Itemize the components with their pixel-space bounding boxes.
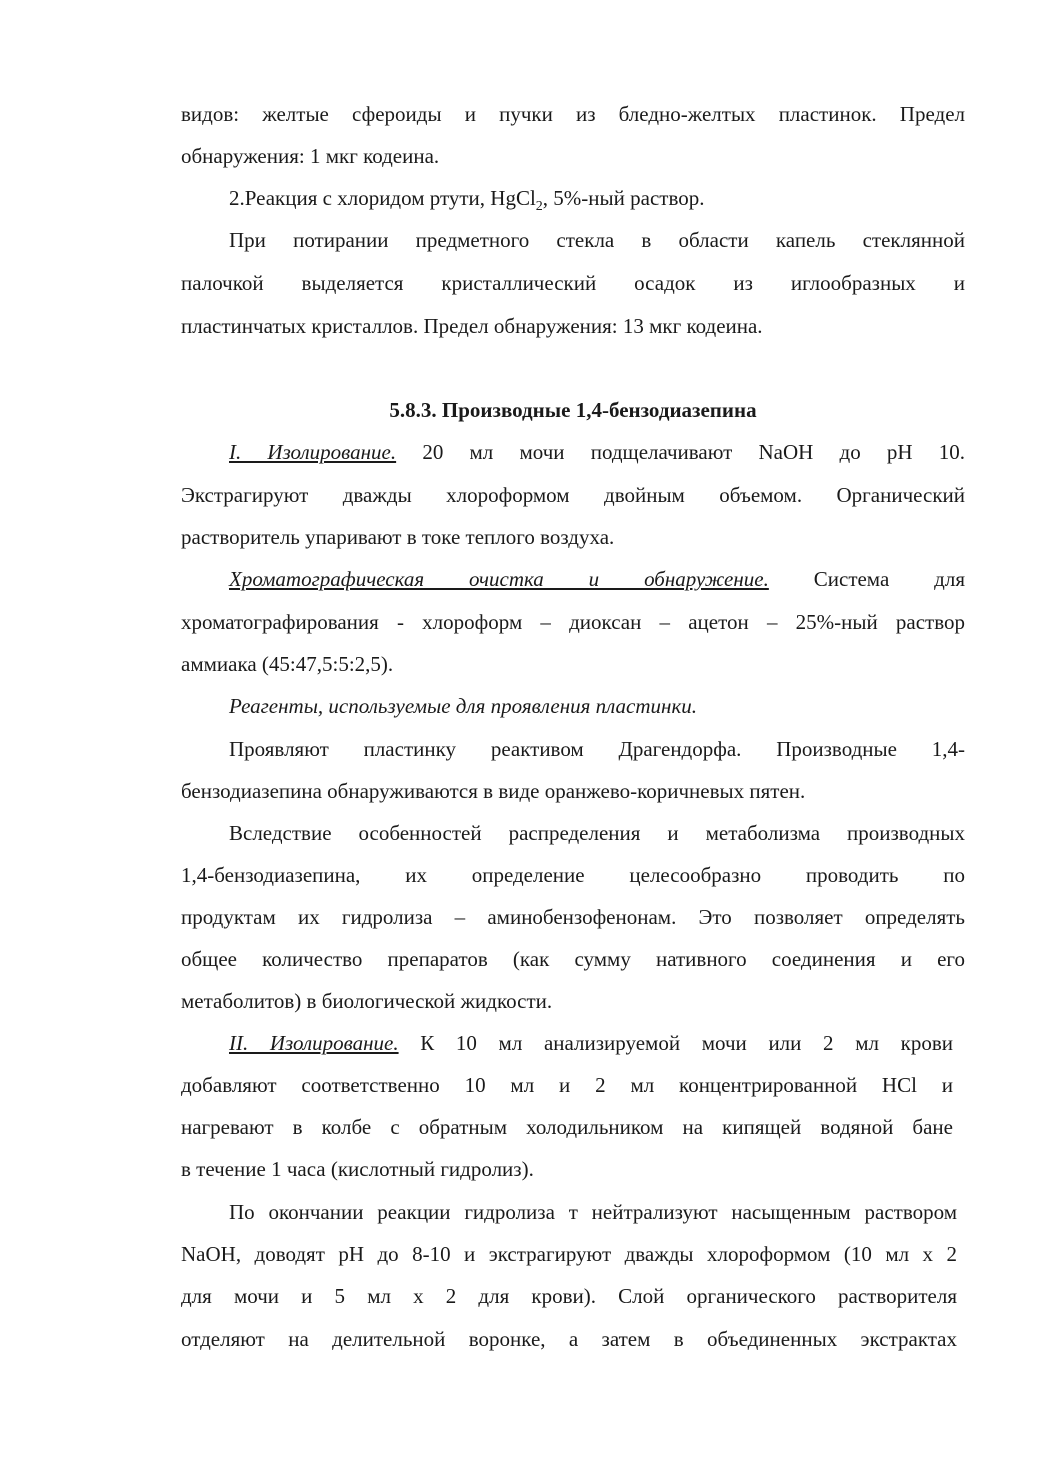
text-line: При потирании предметного стекла в области капель стеклянной [229, 228, 965, 252]
text-line: в течение 1 часа (кислотный гидролиз). [181, 1157, 534, 1181]
text-line: нагревают в колбе с обратным холодильником на кипящей водяной бане [181, 1115, 953, 1139]
text-line: видов: желтые сфероиды и пучки из бледно-желтых пластинок. Предел [181, 102, 965, 126]
text-line: хроматографирования - хлороформ – диоксан – ацетон – 25%-ный раствор [181, 610, 965, 634]
text-span: 20 мл мочи подщелачивают NaOH до pH 10. [396, 440, 966, 464]
text-line: пластинчатых кристаллов. Предел обнаружения: 13 мкг кодеина. [181, 314, 763, 338]
text-line: Вследствие особенностей распределения и метаболизма производных [229, 821, 965, 845]
text-line: аммиака (45:47,5:5:2,5). [181, 652, 394, 676]
text-span: К 10 мл анализируемой мочи или 2 мл крови [398, 1031, 953, 1055]
reaction-title: 2.Реакция с хлоридом ртути, HgCl [229, 186, 536, 210]
text-line: Экстрагируют дважды хлороформом двойным объемом. Органический [181, 483, 965, 507]
subheading-reagents: Реагенты, используемые для проявления пластинки. [229, 694, 698, 718]
text-line: метаболитов) в биологической жидкости. [181, 989, 553, 1013]
section-heading: 5.8.3. Производные 1,4-бензодиазепина [389, 398, 757, 422]
text-span: Система для [768, 567, 965, 591]
subheading-isolation-2: II. Изолирование. [229, 1031, 399, 1055]
text-line: NaOH, доводят pH до 8-10 и экстрагируют дважды хлороформом (10 мл х 2 [181, 1242, 957, 1266]
text-line: общее количество препаратов (как сумму нативного соединения и его [181, 947, 965, 971]
subscript: 2 [535, 199, 543, 215]
text-line: отделяют на делительной воронке, а затем в объединенных экстрактах [181, 1327, 957, 1351]
text-line: бензодиазепина обнаруживаются в виде оранжево-коричневых пятен. [181, 779, 806, 803]
text-line [229, 1029, 953, 1057]
text-line: для мочи и 5 мл х 2 для крови). Слой органического растворителя [181, 1284, 957, 1308]
text-line: палочкой выделяется кристаллический осадок из иглообразных и [181, 271, 965, 295]
text-line [229, 184, 965, 215]
text-line: продуктам их гидролиза – аминобензофенонам. Это позволяет определять [181, 905, 965, 929]
text-line: добавляют соответственно 10 мл и 2 мл концентрированной HCl и [181, 1073, 953, 1097]
subheading-chromatography: Хроматографическая очистка и обнаружение. [229, 567, 769, 591]
text-line [229, 565, 965, 593]
text-line: По окончании реакции гидролиза т нейтрализуют насыщенным раствором [229, 1200, 957, 1224]
text-line: обнаружения: 1 мкг кодеина. [181, 144, 440, 168]
text-line: Проявляют пластинку реактивом Драгендорфа. Производные 1,4- [229, 737, 965, 761]
reaction-title-end: , 5%-ный раствор. [542, 186, 705, 210]
text-line: растворитель упаривают в токе теплого воздуха. [181, 525, 615, 549]
text-line [229, 438, 965, 466]
text-line: 1,4-бензодиазепина, их определение целесообразно проводить по [181, 863, 965, 887]
subheading-isolation-1: I. Изолирование. [229, 440, 397, 464]
